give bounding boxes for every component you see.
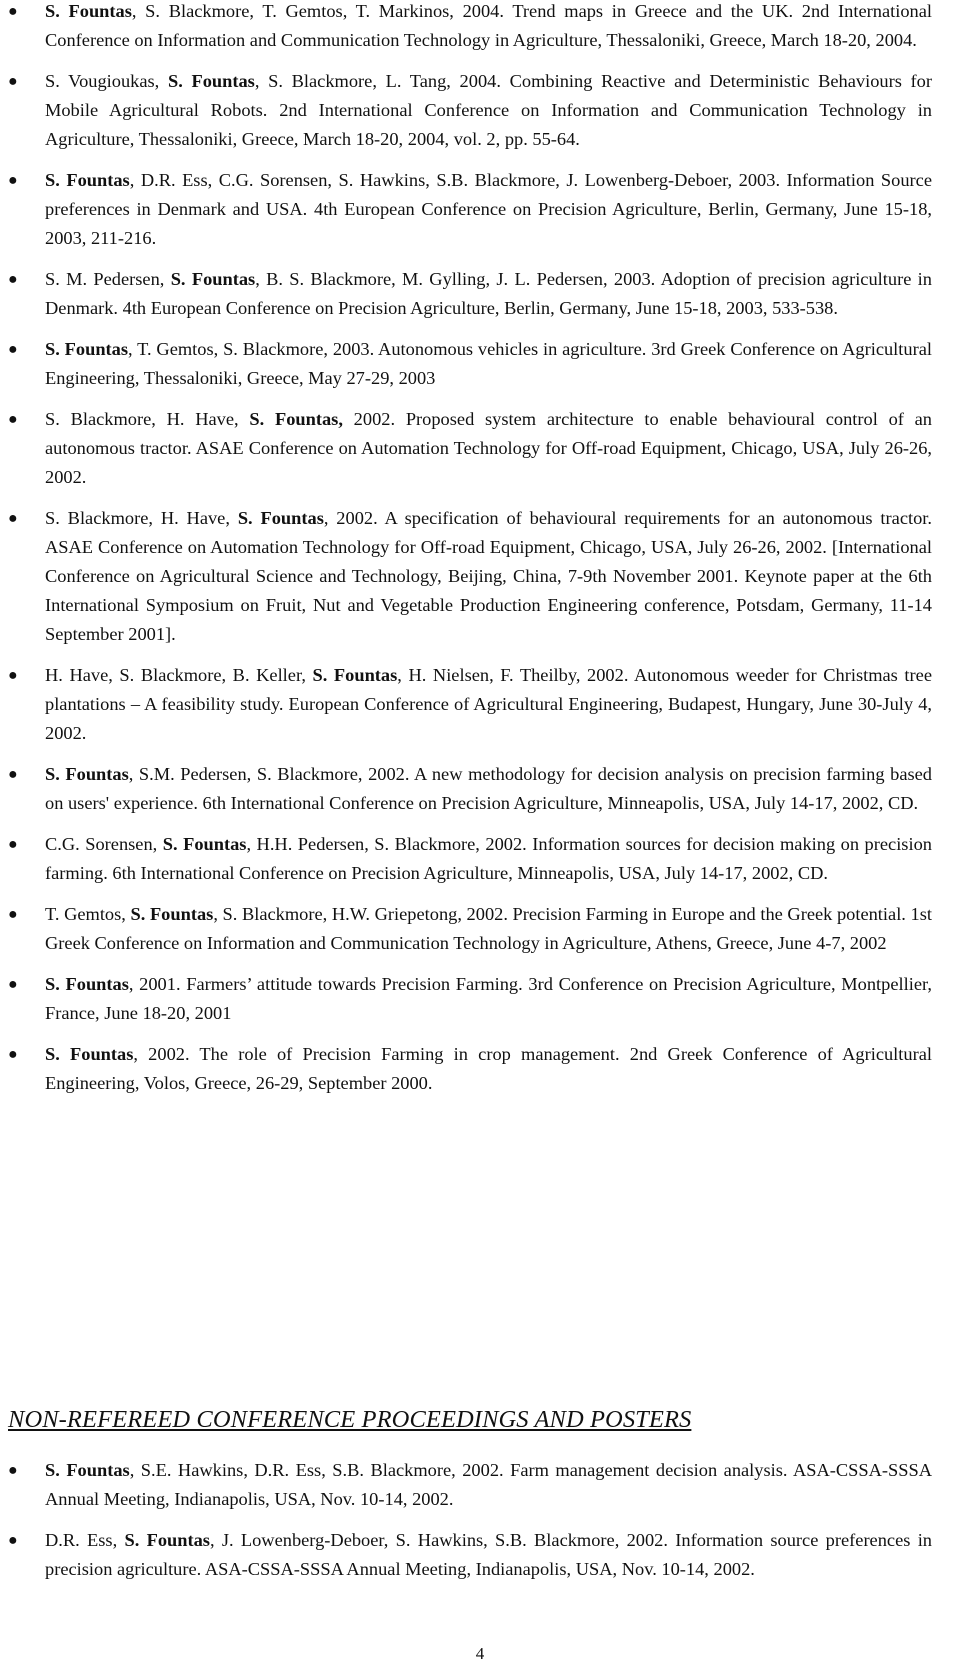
bullet-icon: ●: [8, 3, 18, 20]
page-number: 4: [475, 1644, 485, 1663]
bullet-icon: ●: [8, 836, 18, 853]
nonrefereed-reference-list: [0, 1456, 960, 1584]
bullet-icon: ●: [8, 1462, 18, 1479]
reference-text: T. Gemtos, S. Fountas, S. Blackmore, H.W. Griepetong, 2002. Precision Farming in Europe and the Greek potential. 1st Greek Conference on Information and Communication Technology in Agriculture, Athens, Greece, June 4-7, 2002: [45, 904, 932, 953]
reference-item: [0, 0, 940, 55]
reference-text: C.G. Sorensen, S. Fountas, H.H. Pedersen, S. Blackmore, 2002. Information sources for decision making on precision farming. 6th International Conference on Precision Agriculture, Minneapolis, USA, July 14-17, 2002, CD.: [45, 834, 932, 883]
reference-item: [0, 166, 940, 253]
reference-item: [0, 760, 940, 818]
reference-item: [0, 1526, 940, 1584]
reference-text: S. Blackmore, H. Have, S. Fountas, 2002. A specification of behavioural requirements for an autonomous tractor. ASAE Conference on Automation Technology for Off-road Equipment, Chicago, USA, July 26-26, 2002. [International Conference on Agricultural Science and Technology, Beijing, China, 7-9th November 2001. Keynote paper at the 6th International Symposium on Fruit, Nut and Vegetable Production Engineering conference, Potsdam, Germany, 11-14 September 2001].: [45, 508, 932, 644]
reference-text: S. Fountas, 2001. Farmers’ attitude towards Precision Farming. 3rd Conference on Precision Agriculture, Montpellier, France, June 18-20, 2001: [45, 974, 932, 1023]
section-heading: NON-REFEREED CONFERENCE PROCEEDINGS AND POSTERS: [8, 1406, 692, 1433]
bullet-icon: ●: [8, 1046, 18, 1063]
bullet-icon: ●: [8, 271, 18, 288]
reference-item: [0, 504, 940, 649]
reference-text: S. Fountas, S. Blackmore, T. Gemtos, T. Markinos, 2004. Trend maps in Greece and the UK. 2nd International Conference on Information and Communication Technology in Agriculture, Thessaloniki, Greece, March 18-20, 2004.: [45, 1, 932, 50]
reference-item: [0, 405, 940, 492]
reference-text: H. Have, S. Blackmore, B. Keller, S. Fountas, H. Nielsen, F. Theilby, 2002. Autonomous weeder for Christmas tree plantations – A feasibility study. European Conference of Agricultural Engineering, Budapest, Hungary, June 30-July 4, 2002.: [45, 665, 932, 743]
bullet-icon: ●: [8, 976, 18, 993]
reference-item: [0, 1040, 940, 1098]
bullet-icon: ●: [8, 766, 18, 783]
reference-item: [0, 900, 940, 958]
bullet-icon: ●: [8, 1532, 18, 1549]
reference-item: [0, 335, 940, 393]
bullet-icon: ●: [8, 73, 18, 90]
bullet-icon: ●: [8, 510, 18, 527]
bullet-icon: ●: [8, 906, 18, 923]
reference-text: S. Vougioukas, S. Fountas, S. Blackmore, L. Tang, 2004. Combining Reactive and Deterministic Behaviours for Mobile Agricultural Robots. 2nd International Conference on Information and Communication Technology in Agriculture, Thessaloniki, Greece, March 18-20, 2004, vol. 2, pp. 55-64.: [45, 71, 932, 149]
reference-item: [0, 67, 940, 154]
reference-item: [0, 661, 940, 748]
reference-item: [0, 265, 940, 323]
reference-item: [0, 830, 940, 888]
bullet-icon: ●: [8, 341, 18, 358]
bullet-icon: ●: [8, 411, 18, 428]
reference-text: S. Fountas, D.R. Ess, C.G. Sorensen, S. Hawkins, S.B. Blackmore, J. Lowenberg-Deboer, 2003. Information Source preferences in Denmark and USA. 4th European Conference on Precision Agriculture, Berlin, Germany, June 15-18, 2003, 211-216.: [45, 170, 932, 248]
reference-item: [0, 970, 940, 1028]
bullet-icon: ●: [8, 667, 18, 684]
reference-text: S. Fountas, S.E. Hawkins, D.R. Ess, S.B. Blackmore, 2002. Farm management decision analysis. ASA-CSSA-SSSA Annual Meeting, Indianapolis, USA, Nov. 10-14, 2002.: [45, 1460, 932, 1509]
reference-text: D.R. Ess, S. Fountas, J. Lowenberg-Deboer, S. Hawkins, S.B. Blackmore, 2002. Information source preferences in precision agriculture. ASA-CSSA-SSSA Annual Meeting, Indianapolis, USA, Nov. 10-14, 2002.: [45, 1530, 932, 1579]
reference-text: S. Fountas, T. Gemtos, S. Blackmore, 2003. Autonomous vehicles in agriculture. 3rd Greek Conference on Agricultural Engineering, Thessaloniki, Greece, May 27-29, 2003: [45, 339, 932, 388]
reference-text: S. Blackmore, H. Have, S. Fountas, 2002. Proposed system architecture to enable behavioural control of an autonomous tractor. ASAE Conference on Automation Technology for Off-road Equipment, Chicago, USA, July 26-26, 2002.: [45, 409, 933, 487]
reference-text: S. Fountas, S.M. Pedersen, S. Blackmore, 2002. A new methodology for decision analysis on precision farming based on users' experience. 6th International Conference on Precision Agriculture, Minneapolis, USA, July 14-17, 2002, CD.: [45, 764, 932, 813]
reference-text: S. Fountas, 2002. The role of Precision Farming in crop management. 2nd Greek Conference of Agricultural Engineering, Volos, Greece, 26-29, September 2000.: [45, 1044, 932, 1093]
bullet-icon: ●: [8, 172, 18, 189]
reference-text: S. M. Pedersen, S. Fountas, B. S. Blackmore, M. Gylling, J. L. Pedersen, 2003. Adoption of precision agriculture in Denmark. 4th European Conference on Precision Agriculture, Berlin, Germany, June 15-18, 2003, 533-538.: [45, 269, 932, 318]
reference-item: [0, 1456, 940, 1514]
